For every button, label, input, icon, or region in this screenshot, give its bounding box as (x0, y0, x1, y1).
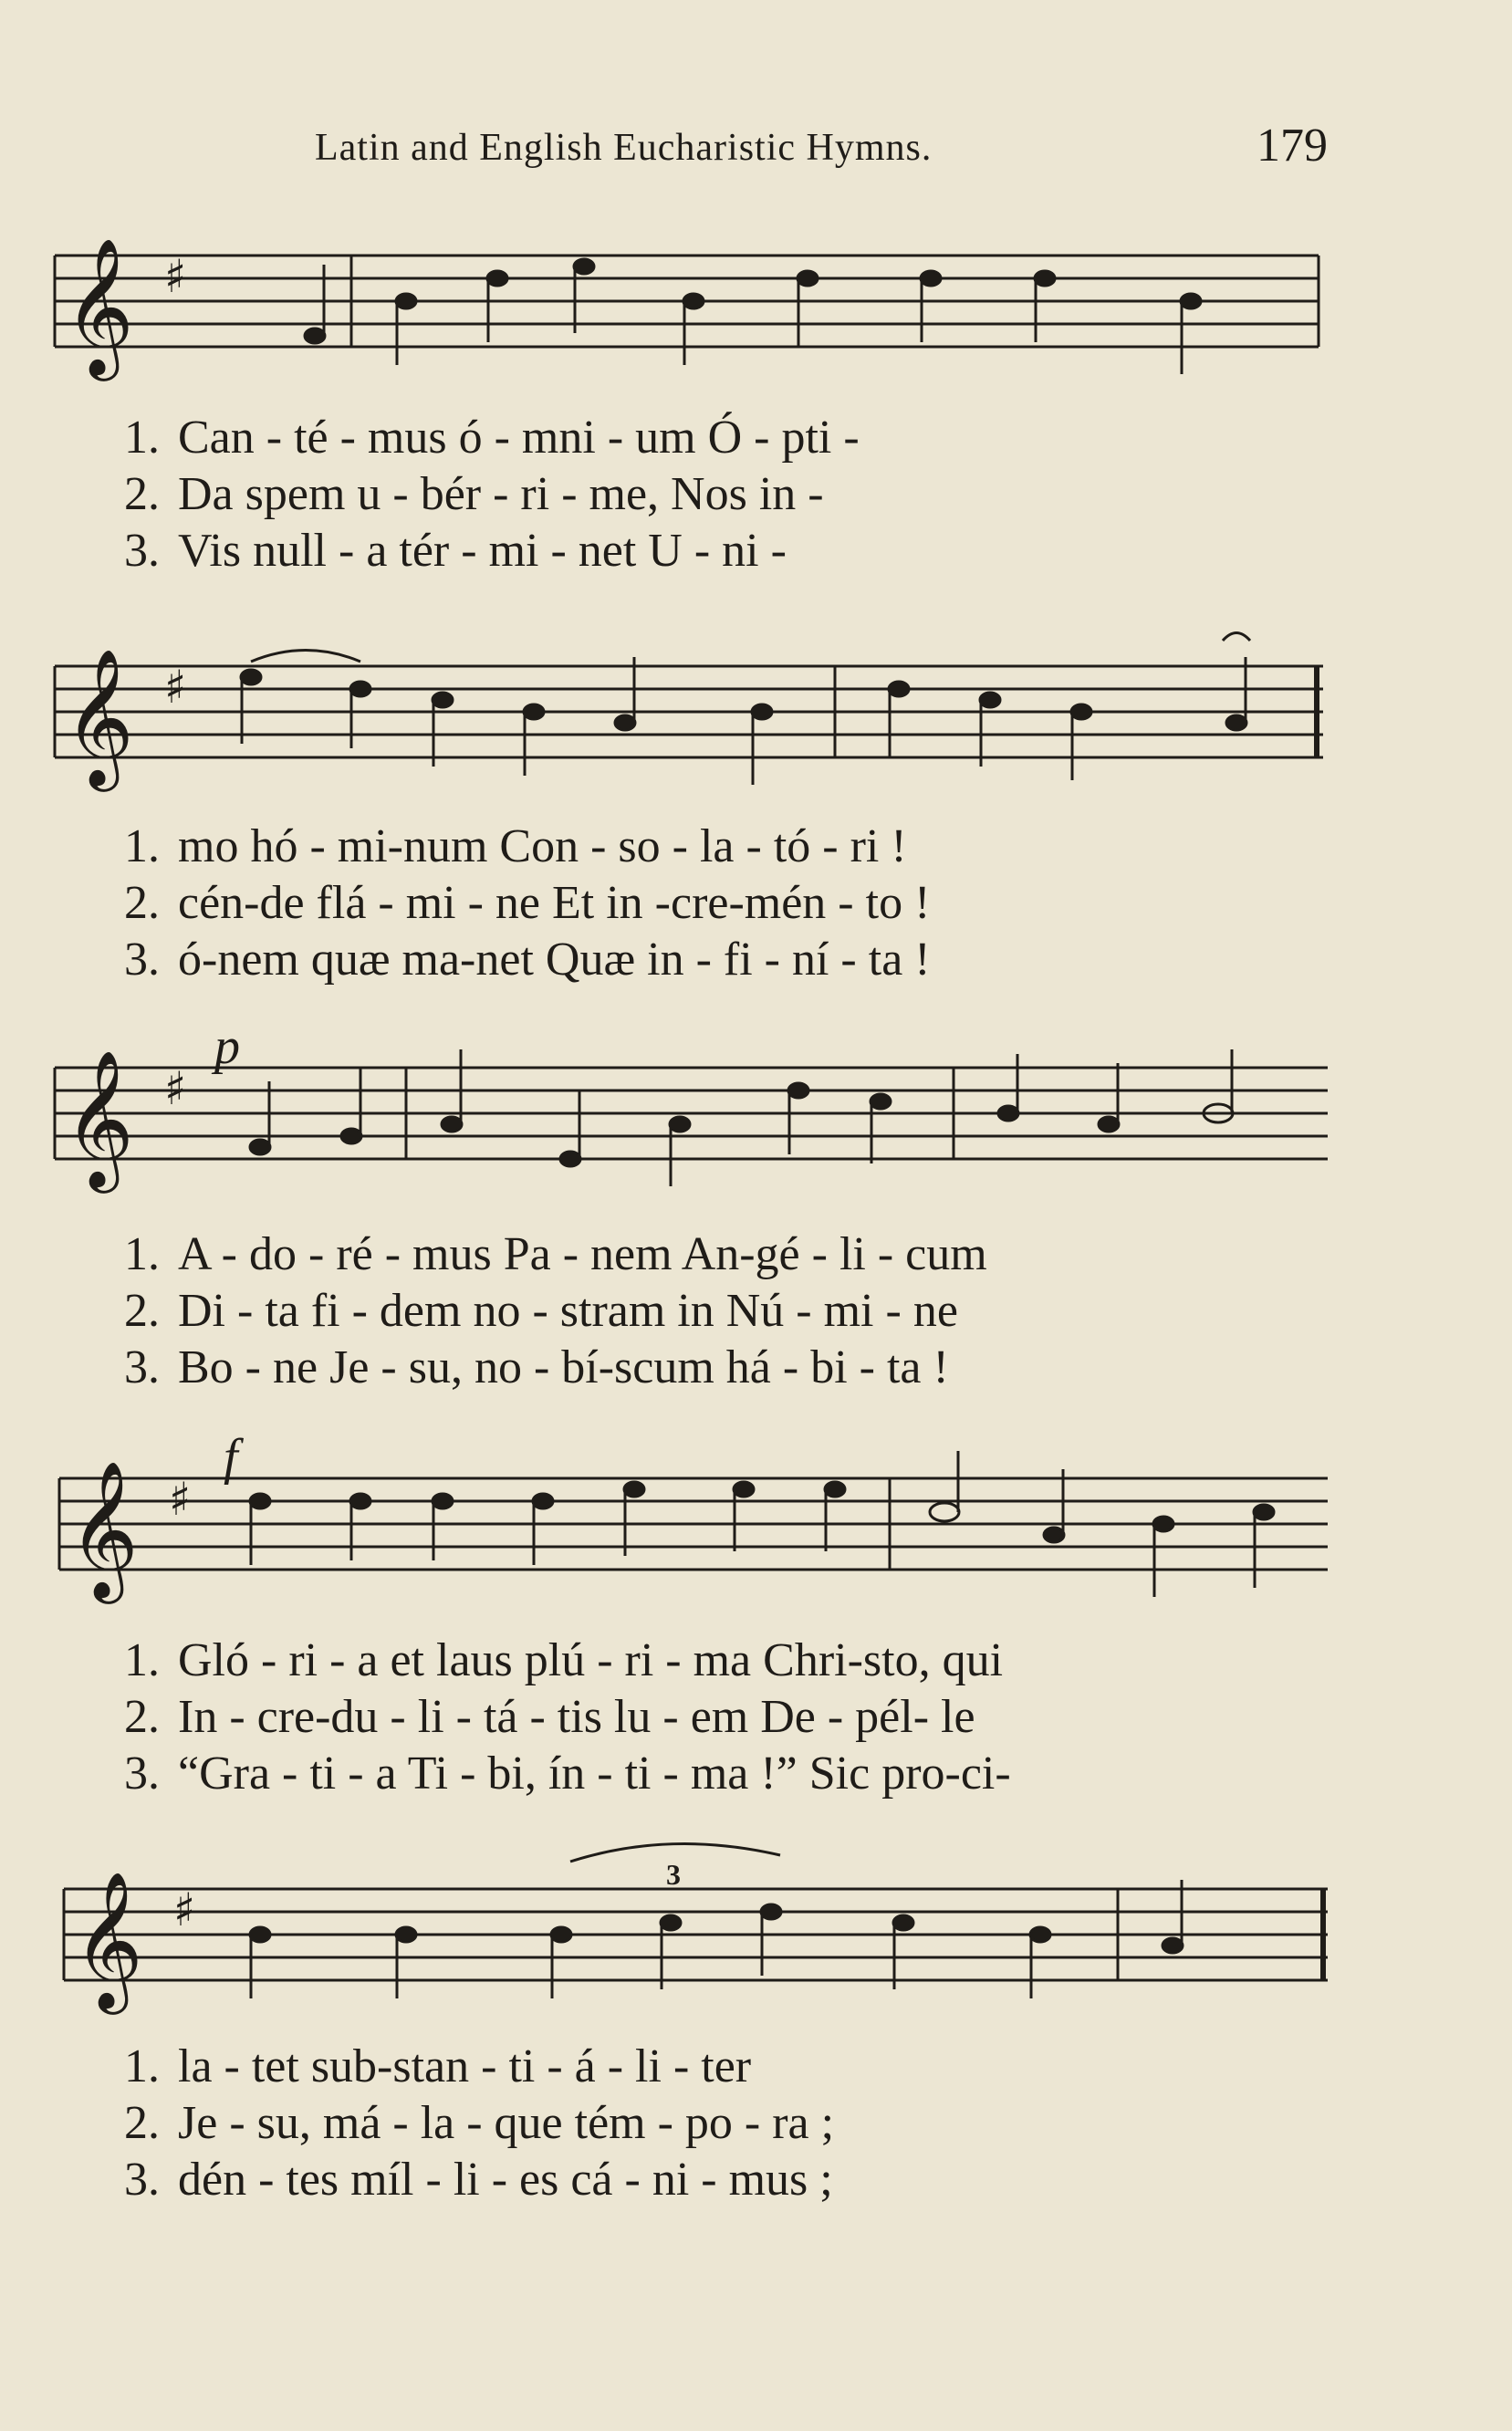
staff-4 (50, 1433, 1337, 1624)
verse-text: Je - su, má - la - que tém - po - ra ; (178, 2097, 835, 2149)
treble-clef-icon: 𝄞 (64, 1049, 134, 1187)
verse-line (64, 876, 1341, 933)
verse-text: Can - té - mus ó - mni - um Ó - pti - (178, 412, 860, 464)
sharp-icon: ♯ (164, 1062, 187, 1115)
verse-line (64, 1690, 1341, 1747)
verse-text: A - do - ré - mus Pa - nem An-gé - li - cum (178, 1228, 987, 1280)
lyrics-block-2 (64, 819, 1341, 989)
treble-clef-icon: 𝄞 (64, 647, 134, 786)
verse-text: Da spem u - bér - ri - me, Nos in - (178, 468, 824, 520)
sharp-icon: ♯ (164, 661, 187, 714)
verse-text: dén - tes míl - li - es cá - ni - mus ; (178, 2154, 833, 2206)
music-system-1 (50, 228, 1337, 420)
lyrics-block-1 (64, 411, 1341, 580)
page-number: 179 (1257, 120, 1328, 172)
page-header (315, 119, 1328, 173)
verse-number: 3. (124, 1341, 160, 1393)
sharp-icon: ♯ (169, 1473, 192, 1526)
verse-line (64, 1633, 1341, 1690)
verse-number: 3. (124, 1748, 160, 1800)
lyrics-block-4 (64, 1633, 1341, 1803)
treble-clef-icon: 𝄞 (64, 236, 134, 375)
lyrics-block-3 (64, 1227, 1341, 1397)
verse-number: 2. (124, 1691, 160, 1743)
verse-text: ó-nem quæ ma-net Quæ in - fi - ní - ta ! (178, 934, 931, 986)
verse-number: 1. (124, 820, 160, 872)
verse-text: la - tet sub-stan - ti - á - li - ter (178, 2040, 752, 2092)
music-system-2 (50, 621, 1337, 812)
fermata-icon (1223, 633, 1250, 642)
treble-clef-icon: 𝄞 (68, 1459, 139, 1598)
sharp-icon: ♯ (173, 1883, 196, 1936)
verse-number: 2. (124, 877, 160, 929)
verse-line (64, 524, 1341, 580)
verse-number: 1. (124, 412, 160, 464)
triplet-marking: 3 (666, 1858, 681, 1891)
music-system-5 (50, 1830, 1337, 2030)
lyrics-block-5 (64, 2040, 1341, 2209)
verse-line (64, 2153, 1341, 2209)
staff-5 (50, 1830, 1337, 2030)
verse-line (64, 1341, 1341, 1397)
staff-3 (50, 1027, 1337, 1218)
verse-line (64, 1747, 1341, 1803)
verse-line (64, 2040, 1341, 2096)
verse-line (64, 2096, 1341, 2153)
verse-text: “Gra - ti - a Ti - bi, ín - ti - ma !” Sic pro-ci- (178, 1748, 1011, 1800)
dynamic-marking: f (224, 1433, 238, 1486)
staff-1 (50, 228, 1337, 420)
verse-text: cén-de flá - mi - ne Et in -cre-mén - to ! (178, 877, 931, 929)
verse-line (64, 411, 1341, 467)
dynamic-marking: p (214, 1027, 240, 1075)
running-title: Latin and English Eucharistic Hymns. (315, 127, 933, 169)
music-system-3 (50, 1027, 1337, 1218)
music-system-4 (50, 1433, 1337, 1624)
verse-text: Bo - ne Je - su, no - bí-scum há - bi - ta ! (178, 1341, 949, 1393)
verse-number: 3. (124, 2154, 160, 2206)
verse-number: 3. (124, 525, 160, 577)
verse-number: 3. (124, 934, 160, 986)
verse-text: Vis null - a tér - mi - net U - ni - (178, 525, 787, 577)
verse-line (64, 933, 1341, 989)
verse-text: In - cre-du - li - tá - tis lu - em De - pél- le (178, 1691, 975, 1743)
verse-number: 1. (124, 1634, 160, 1686)
slur-icon (251, 651, 360, 663)
verse-number: 2. (124, 1285, 160, 1337)
verse-text: Di - ta fi - dem no - stram in Nú - mi - ne (178, 1285, 958, 1337)
verse-line (64, 819, 1341, 876)
verse-number: 2. (124, 468, 160, 520)
verse-text: Gló - ri - a et laus plú - ri - ma Chri-sto, qui (178, 1634, 1004, 1686)
verse-line (64, 1227, 1341, 1284)
verse-number: 1. (124, 2040, 160, 2092)
verse-line (64, 1284, 1341, 1341)
verse-number: 1. (124, 1228, 160, 1280)
sharp-icon: ♯ (164, 250, 187, 303)
staff-2 (50, 621, 1337, 812)
treble-clef-icon: 𝄞 (73, 1870, 143, 2008)
verse-number: 2. (124, 2097, 160, 2149)
verse-line (64, 467, 1341, 524)
verse-text: mo hó - mi-num Con - so - la - tó - ri ! (178, 820, 907, 872)
